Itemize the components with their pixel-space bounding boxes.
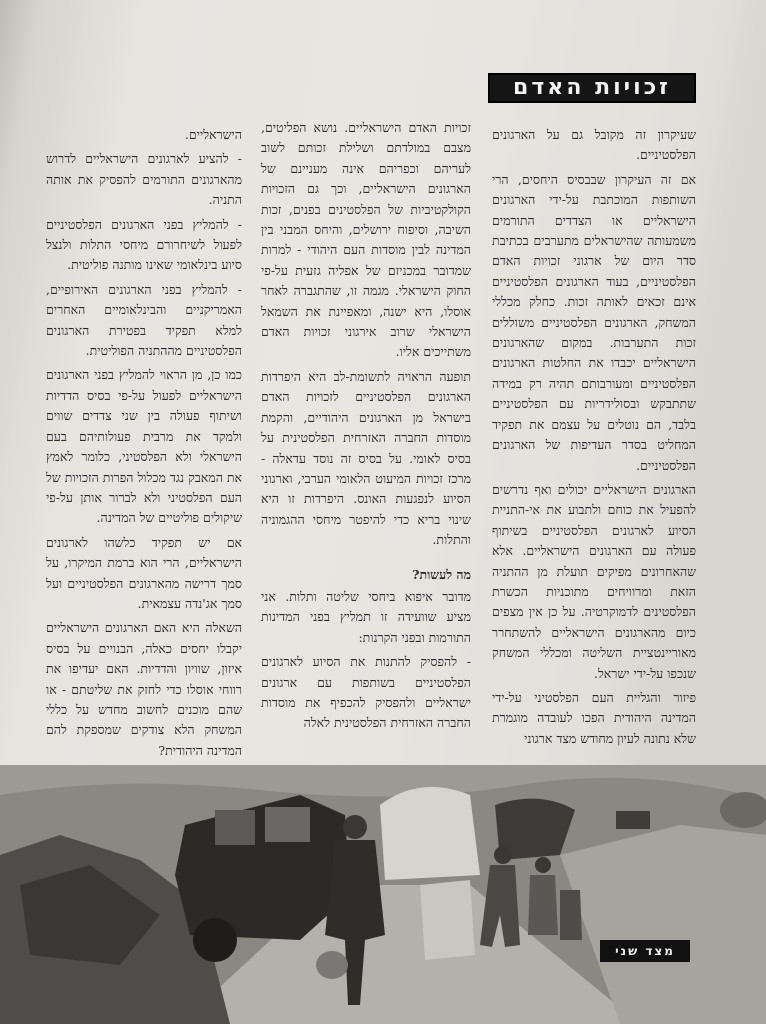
column3-paragraph: - להמליץ בפני הארגונים האירופיים, האמריקניים והבינלאומיים האחרים למלא תפקיד בפטירת הארגונים הפלסטיניים מההתניה הפוליטית.: [46, 281, 242, 359]
column1-paragraph: שעיקרון זה מקובל גם על הארגונים הפלסטיניים.: [492, 127, 696, 163]
column2-paragraph: תופעה הראויה לתשומת-לב היא היפרדות הארגונים הפלסטיניים לזכויות האדם בישראל מן הארגונים היהודיים, והקמת מוסדות החברה האזרחית הפלסטינית על בסיס לאומי. על בסיס זה נוסד עדאלה - מרכז זכויות המיעוט הלאומי הערבי, וארגוני הסיוע לנפגעות האונס. היפרדות זו היא שינוי בריא כדי להיפטר מיחסי ההגמוניה והתלות.: [261, 368, 471, 548]
column3-paragraph: כמו כן, מן הראוי להמליץ בפני הארגונים הישראליים לפעול על-פי בסיס הדדיות ושיתוף פעולה בין שני צדדים שווים ולמקד את מרבית פעולותיהם בעם הישראלי ולא הפלסטיני, כלומר לאמץ את המאבק נגד מכלול הפרות הזכויות של העם הפלסטיני ולא לברור אותן על-פי שיקולים פוליטיים של המדינה.: [46, 367, 242, 526]
article-column-3: [46, 125, 242, 785]
column1-paragraph: פיזור והגליית העם הפלסטיני על-ידי המדינה היהודית הפכו לעובדה מוגמרת שלא נתונה לעיון מחודש מצד ארגוני: [492, 689, 696, 746]
column1-paragraph: אם זה העיקרון שבבסיס היחסים, הרי השותפות המוכתבת על-ידי הארגונים הישראליים או הצדדים התורמים משמעותה שהישראלים מתערבים בכתיבת סדר היום של ארגוני זכויות האדם הפלסטיניים, בעוד הארגונים הפלסטיניים אינם זכאים לאותה זכות. כחלק מכללי המשחק, הארגונים הפלסטיניים משוללים זכות התערבות. במקום שהארגונים הישראליים יכבדו את החלטות הארגונים הפלסטיניים ומעורבותם תהיה רק במידה שתתבקש ובסולידריות עם הפלסטיניים בלבד, הם נוטלים על עצמם את תפקיד המחליט בסדר העדיפות של הארגונים הפלסטיניים.: [492, 171, 696, 473]
section-title-banner: [488, 73, 696, 103]
column3-paragraph: הישראליים.: [184, 127, 242, 142]
column3-paragraph: - להציע לארגונים הישראליים לדרוש מהארגונים התורמים להפסיק את אותה התניה.: [46, 151, 242, 208]
page-title: זכויות האדם: [513, 75, 671, 100]
section-label: מצד שני: [615, 944, 675, 958]
column2-paragraph: - להפסיק להתנות את הסיוע לארגונים הפלסטיניים בשותפות עם ארגונים ישראליים ולהפסיק להכפיף את מוסדות החברה האזרחית הפלסטינית לאלה: [261, 654, 471, 731]
column2-paragraph: זכויות האדם הישראליים. נושא הפליטים, מצבם במולדתם ושלילת זכותם לשוב לעריהם וכפריהם אינה מעניינם של הארגונים הישראליים, וכך גם הזכויות הקולקטיביות של הפלסטינים בפנים, זכות השיבה, וסיפוח ירושלים, והיחס המבני בין המדינה לבין מוסדות העם היהודי - למרות שמדובר במכניזם של אפליה גזעית על-פי החוק הישראלי. מגמה זו, שהתגברה לאחר אוסלו, היא ישנה, ומאפיינת את השמאל הישראלי שרוב אירגוני זכויות האדם משתייכים אליו.: [261, 120, 471, 360]
article-column-1: [492, 125, 696, 793]
section-subheading: מה לעשות?: [412, 566, 471, 582]
section-label-badge: [600, 940, 690, 962]
column1-paragraph: הארגונים הישראליים יכולים ואף נדרשים להפעיל את כוחם ולתבוע את אי-התניית הסיוע לארגונים הפלסטיניים בשיתוף פעולה עם הארגונים הישראליים. אלא שהאחרונים מפיקים תועלת מן ההתניה הזאת ומרוויחים מתוכניות הכשרת הפלסטינים לדמוקרטיה. על כן אין מצפים כיום מהארגונים הישראליים להשתחרר מאוריינטציית השליטה ומכללי המשחק שנכפו על-ידי ישראל.: [492, 481, 696, 681]
column3-paragraph: - להמליץ בפני הארגונים הפלסטיניים לפעול לשיחרורם מיחסי התלות ולנצל סיוע בינלאומי שאינו מותנה פוליטית.: [46, 216, 242, 273]
article-column-2: [261, 118, 471, 774]
column2-paragraph: מדובר איפוא ביחסי שליטה ותלות. אני מציע שוועידה זו תמליץ בפני המדינות התורמות ובפני הקרנות:: [261, 588, 471, 645]
column3-paragraph: אם יש תפקיד כלשהו לארגונים הישראליים, הרי הוא ברמת המיקרו, על סמך דרישה מהארגונים הפלסטיניים ועל סמך אג'נדה עצמאית.: [46, 534, 242, 611]
photograph-illustration: [0, 765, 766, 1024]
column3-paragraph: השאלה היא האם הארגונים הישראליים יקבלו יחסים כאלה, הבנויים על בסיס איזון, שוויון והדדיות. האם יעדיפו את רווחי אוסלו כדי לחזק את שליטתם - או שהם מוכנים לחשוב מחדש על כללי המשחק הלא צודקים שמספקת להם המדינה היהודית?: [46, 620, 242, 758]
refugee-photograph: [0, 765, 766, 1024]
